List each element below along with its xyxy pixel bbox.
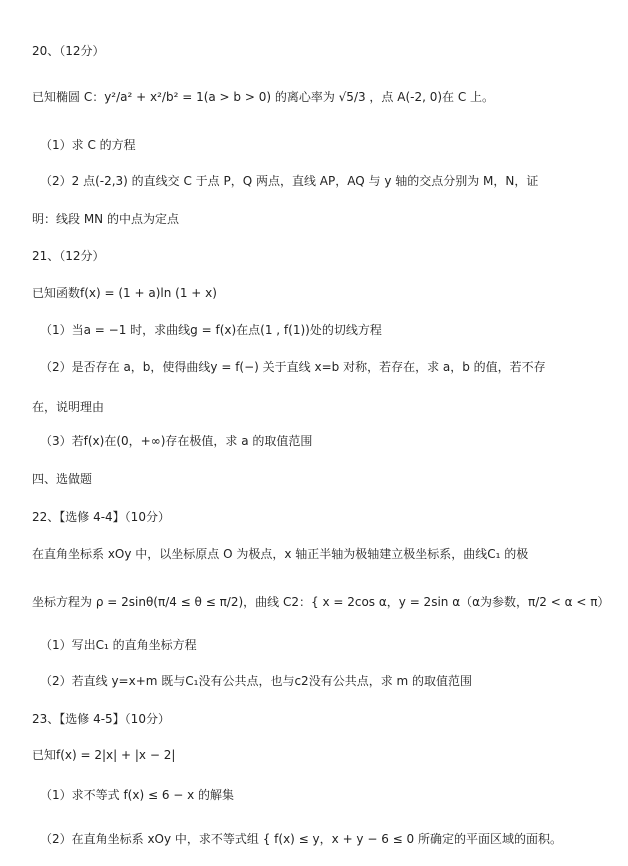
q22-stem-cont: 坐标方程为 ρ = 2sinθ(π/4 ≤ θ ≤ π/2)，曲线 C2：{ x = 2cos α，y = 2sin α（α为参数，π/2 < α < π）	[32, 595, 610, 609]
q21-part1: （1）当a = −1 时，求曲线g = f(x)在点(1 , f(1))处的切线方程	[40, 323, 382, 337]
q22-heading: 22、【选修 4-4】（10分）	[32, 510, 170, 524]
q20-part2-cont: 明：线段 MN 的中点为定点	[32, 212, 179, 226]
q22-part2: （2）若直线 y=x+m 既与C₁没有公共点，也与c2没有公共点，求 m 的取值范围	[40, 674, 473, 688]
q20-part1: （1）求 C 的方程	[40, 138, 136, 152]
q22-stem: 在直角坐标系 xOy 中，以坐标原点 O 为极点，x 轴正半轴为极轴建立极坐标系，曲线C₁ 的极	[32, 547, 529, 561]
q20-part2: （2）2 点(-2,3) 的直线交 C 于点 P，Q 两点，直线 AP，AQ 与 y 轴的交点分别为 M，N，证	[40, 174, 539, 188]
q20-stem: 已知椭圆 C：y²/a² + x²/b² = 1(a > b > 0) 的离心率为 √5/3 ，点 A(-2, 0)在 C 上。	[32, 90, 495, 104]
q20-heading: 20、（12分）	[32, 44, 105, 58]
section-heading: 四、选做题	[32, 472, 93, 486]
q22-part1: （1）写出C₁ 的直角坐标方程	[40, 638, 197, 652]
q23-stem: 已知f(x) = 2|x| + |x − 2|	[32, 748, 176, 762]
q23-part1: （1）求不等式 f(x) ≤ 6 − x 的解集	[40, 788, 235, 802]
q21-part2-cont: 在，说明理由	[32, 400, 105, 414]
q21-part3: （3）若f(x)在(0，+∞)存在极值，求 a 的取值范围	[40, 434, 313, 448]
q21-part2: （2）是否存在 a，b，使得曲线y = f(−) 关于直线 x=b 对称，若存在，求 a，b 的值，若不存	[40, 360, 546, 374]
q21-stem: 已知函数f(x) = (1 + a)ln (1 + x)	[32, 286, 217, 300]
q21-heading: 21、（12分）	[32, 249, 105, 263]
q23-heading: 23、【选修 4-5】（10分）	[32, 712, 170, 726]
q23-part2: （2）在直角坐标系 xOy 中，求不等式组 { f(x) ≤ y，x + y − 6 ≤ 0 所确定的平面区域的面积。	[40, 832, 562, 846]
